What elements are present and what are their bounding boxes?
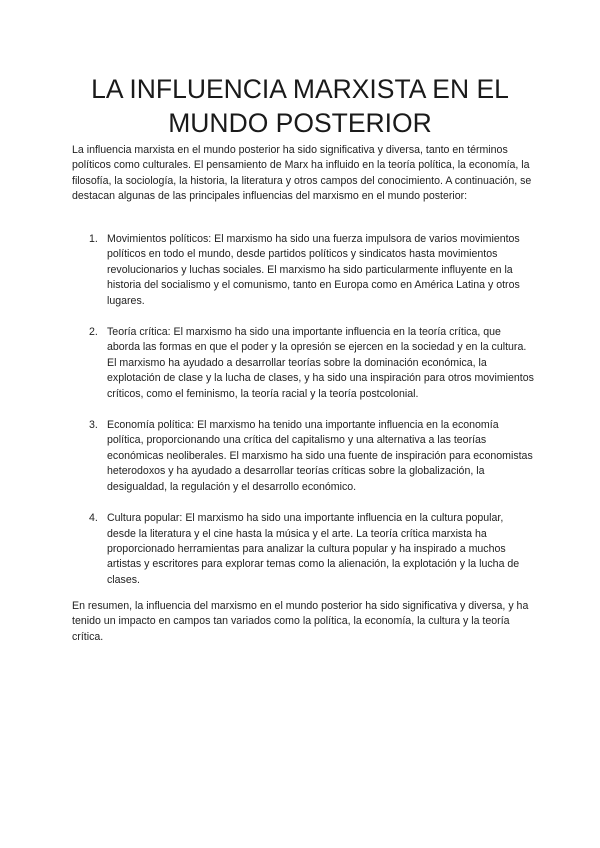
list-item <box>72 418 534 495</box>
list-item-text: Economía política: El marxismo ha tenido una importante influencia en la economía política, proporcionando una crítica del capitalismo y una alternativa a las teorías económicas neoliberales. El marxismo ha sido una fuente de inspiración para economistas heterodoxos y ha ayudado a desarrollar teorías críticas sobre la globalización, la desigualdad, la regulación y el desarrollo económico. <box>107 419 533 493</box>
list-item-text: Cultura popular: El marxismo ha sido una importante influencia en la cultura popular, desde la literatura y el cine hasta la música y el arte. La teoría crítica marxista ha proporcionado herramientas para analizar la cultura popular y ha inspirado a muchos artistas y escritores para explorar temas como la alienación, la explotación y la lucha de clases. <box>107 512 520 586</box>
list-item-number: 2. <box>89 326 98 339</box>
intro-paragraph: La influencia marxista en el mundo posterior ha sido significativa y diversa, tanto en términos políticos como culturales. El pensamiento de Marx ha influido en la teoría política, la economía, la filosofía, la sociología, la historia, la literatura y otros campos del conocimiento. A continuación, se destacan algunas de las principales influencias del marxismo en el mundo posterior: <box>72 144 532 203</box>
list-item <box>72 232 534 309</box>
influences-list <box>72 232 534 604</box>
list-item <box>72 511 534 588</box>
list-item <box>72 325 534 402</box>
list-item-text: Teoría crítica: El marxismo ha sido una importante influencia en la teoría crítica, que aborda las formas en que el poder y la opresión se ejercen en la sociedad y en la cultura. El marxismo ha ayudado a desarrollar teorías sobre la dominación económica, la explotación de clase y la lucha de clases, y ha sido una inspiración para otros movimientos críticos, como el feminismo, la teoría racial y la teoría postcolonial. <box>107 326 534 400</box>
list-item-number: 4. <box>89 512 98 525</box>
list-item-number: 3. <box>89 419 98 432</box>
list-item-number: 1. <box>89 233 98 245</box>
conclusion-paragraph: En resumen, la influencia del marxismo en el mundo posterior ha sido significativa y diversa, y ha tenido un impacto en campos tan variados como la política, la economía, la cultura y la teoría crítica. <box>72 600 529 643</box>
document-title: LA INFLUENCIA MARXISTA EN EL MUNDO POSTERIOR <box>91 74 509 138</box>
list-item-text: Movimientos políticos: El marxismo ha sido una fuerza impulsora de varios movimientos políticos en todo el mundo, desde partidos políticos y sindicatos hasta movimientos revolucionarios y luchas sociales. El marxismo ha sido particularmente influyente en la historia del socialismo y el comunismo, tanto en Europa como en América Latina y otros lugares. <box>107 233 520 307</box>
